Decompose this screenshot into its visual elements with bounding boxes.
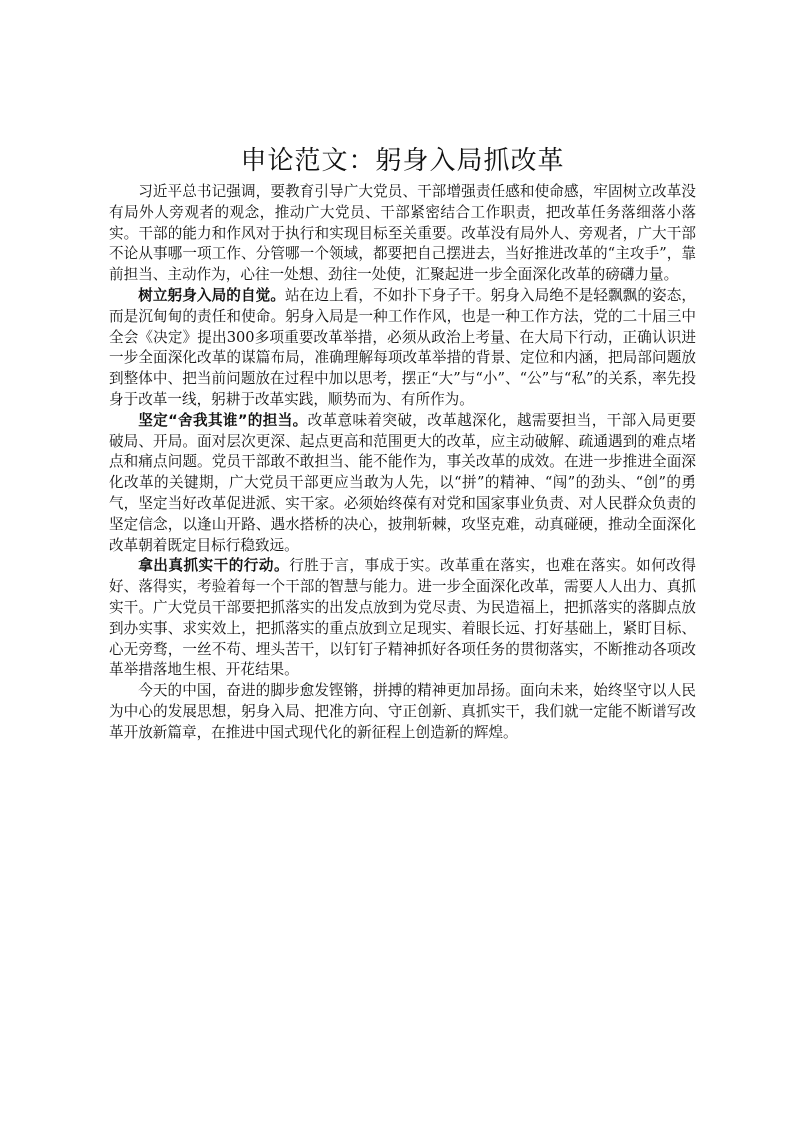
paragraph-text: 习近平总书记强调，要教育引导广大党员、干部增强责任感和使命感，牢固树立改革没有局外人旁观者的观念，推动广大党员、干部紧密结合工作职责，把改革任务落细落小落实。干部的能力和作风对于执行和实现目标至关重要。改革没有局外人、旁观者，广大干部不论从事哪一项工作、分管哪一个领域，都要把自己摆进去，当好推进改革的“主攻手”，靠前担当、主动作为，心往一处想、劲往一处使，汇聚起进一步全面深化改革的磅礴力量。 [109,183,696,284]
paragraph-text: 今天的中国，奋进的脚步愈发铿锵，拼搏的精神更加昂扬。面向未来，始终坚守以人民为中心的发展思想，躬身入局、把准方向、守正创新、真抓实干，我们就一定能不断谱写改革开放新篇章，在推进中国式现代化的新征程上创造新的辉煌。 [109,682,696,741]
section-paragraph-responsibility [109,411,696,557]
paragraph-lead-heading: 坚定“舍我其谁”的担当。 [138,411,308,429]
document-title: 申论范文：躬身入局抓改革 [240,146,565,176]
paragraph-lead-heading: 树立躬身入局的自觉。 [138,286,285,304]
intro-paragraph [109,182,696,286]
paragraph-lead-heading: 拿出真抓实干的行动。 [138,557,290,575]
section-paragraph-awareness [109,286,696,411]
paragraph-text: 改革意味着突破，改革越深化，越需要担当，干部入局更要破局、开局。面对层次更深、起点更高和范围更大的改革，应主动破解、疏通遇到的难点堵点和痛点问题。党员干部敢不敢担当、能不能作为，事关改革的成效。在进一步推进全面深化改革的关键期，广大党员干部更应当敢为人先，以“拼”的精神、“闯”的劲头、“创”的勇气，坚定当好改革促进派、实干家。必须始终葆有对党和国家事业负责、对人民群众负责的坚定信念，以逢山开路、遇水搭桥的决心，披荆斩棘，攻坚克难，动真碰硬，推动全面深化改革朝着既定目标行稳致远。 [109,411,696,554]
paragraph-text: 站在边上看，不如扑下身子干。躬身入局绝不是轻飘飘的姿态，而是沉甸甸的责任和使命。躬身入局是一种工作作风，也是一种工作方法，党的二十届三中全会《决定》提出300多项重要改革举措，必须从政治上考量、在大局下行动，正确认识进一步全面深化改革的谋篇布局，准确理解每项改革举措的背景、定位和内涵，把局部问题放到整体中、把当前问题放在过程中加以思考，摆正“大”与“小”、“公”与“私”的关系，率先投身于改革一线，躬耕于改革实践，顺势而为、有所作为。 [109,286,696,408]
paragraph-text: 行胜于言，事成于实。改革重在落实，也难在落实。如何改得好、落得实，考验着每一个干部的智慧与能力。进一步全面深化改革，需要人人出力、真抓实干。广大党员干部要把抓落实的出发点放到为党尽责、为民造福上，把抓落实的落脚点放到办实事、求实效上，把抓落实的重点放到立足现实、着眼长远、打好基础上，紧盯目标、心无旁骛，一丝不苟、埋头苦干，以钉钉子精神抓好各项任务的贯彻落实，不断推动各项改革举措落地生根、开花结果。 [109,557,696,679]
section-paragraph-action [109,556,696,681]
conclusion-paragraph [109,681,696,743]
document-page [109,142,696,744]
